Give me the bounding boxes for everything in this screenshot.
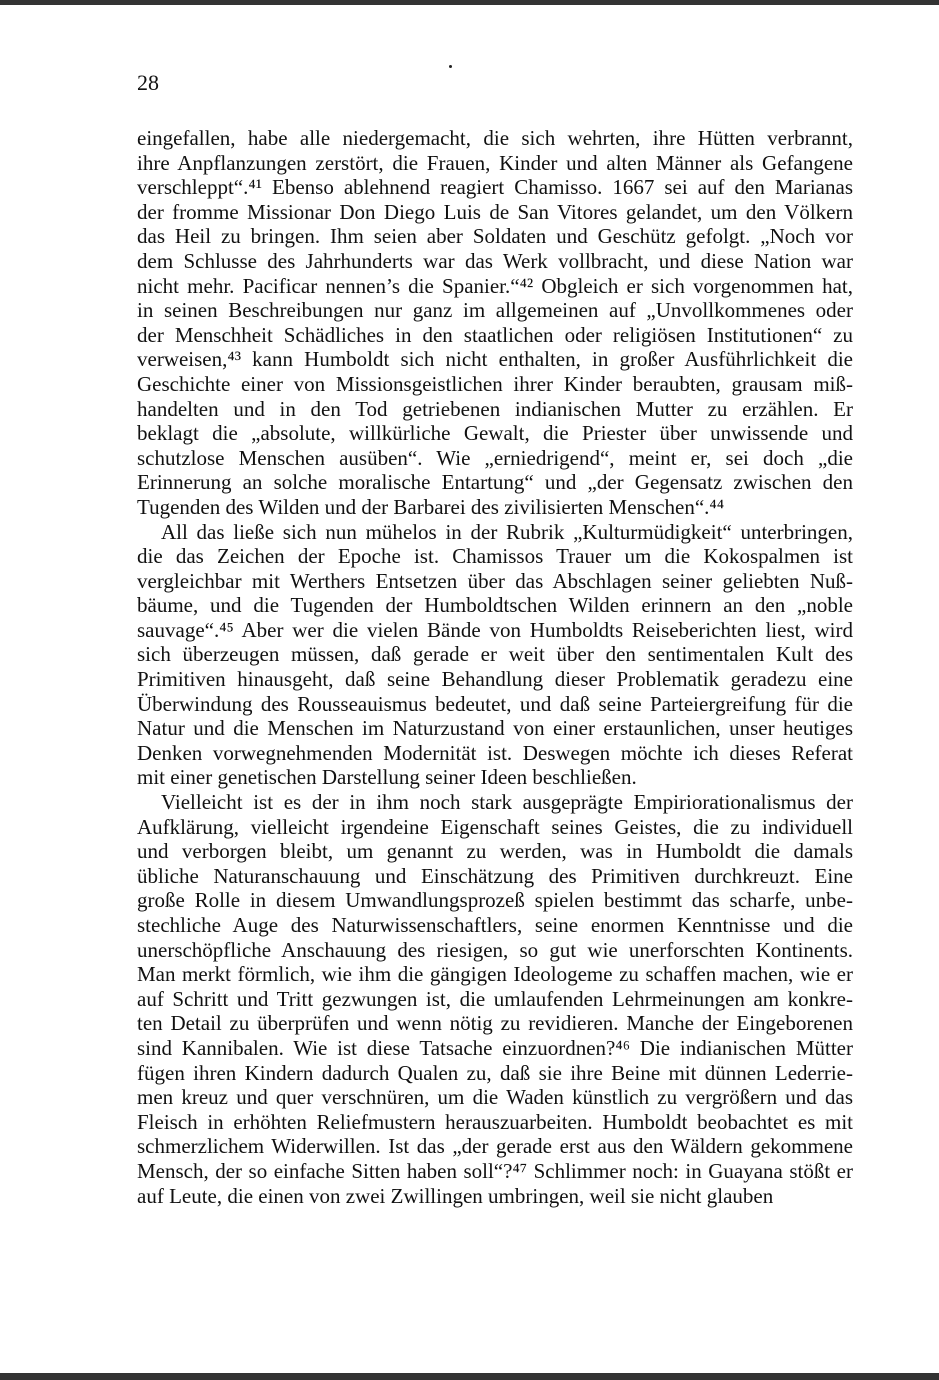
text-line: verweisen,⁴³ kann Humboldt sich nicht enthalten, in großer Ausführlichkeit die — [137, 347, 853, 372]
text-line: Mensch, der so einfache Sitten haben soll“?⁴⁷ Schlimmer noch: in Guayana stößt er — [137, 1158, 853, 1183]
page-number: 28 — [137, 70, 159, 95]
text-line: dem Schlusse des Jahrhunderts war das Werk vollbracht, und diese Nation war — [137, 248, 853, 273]
text-line: men kreuz und quer verschnüren, um die Waden künstlich zu vergrößern und das — [137, 1085, 853, 1110]
text-line: Natur und die Menschen im Naturzustand von einer erstaunlichen, unser heutiges — [137, 716, 853, 741]
text-line: auf Schritt und Tritt gezwungen ist, die umlaufenden Lehrmeinungen am konkre- — [137, 986, 853, 1011]
text-line: mit einer genetischen Darstellung seiner Ideen beschließen. — [137, 765, 637, 790]
scan-top-edge — [0, 0, 939, 5]
text-line: Überwindung des Rousseauismus bedeutet, und daß seine Parteiergreifung für die — [137, 691, 853, 716]
scan-speck — [449, 65, 452, 68]
text-line: sind Kannibalen. Wie ist diese Tatsache einzuordnen?⁴⁶ Die indianischen Mütter — [137, 1035, 853, 1060]
text-line: die das Zeichen der Epoche ist. Chamissos Trauer um die Kokospalmen ist — [137, 544, 853, 569]
text-line: sich überzeugen müssen, daß gerade er weit über den sentimentalen Kult des — [137, 642, 853, 667]
text-line: Primitiven hinausgeht, daß seine Behandlung dieser Problematik geradezu eine — [137, 667, 853, 692]
text-line: vergleichbar mit Werthers Entsetzen über das Abschlagen seiner geliebten Nuß- — [137, 568, 853, 593]
text-line: nicht mehr. Pacificar nennen’s die Spanier.“⁴² Obgleich er sich vorgenommen hat, — [137, 273, 853, 298]
text-line: Vielleicht ist es der in ihm noch stark ausgeprägte Empiriorationalismus der — [161, 790, 853, 815]
text-line: verschleppt“.⁴¹ Ebenso ablehnend reagiert Chamisso. 1667 sei auf den Marianas — [137, 175, 853, 200]
scan-bottom-edge — [0, 1373, 939, 1380]
text-line: stechliche Auge des Naturwissenschaftlers, seine enormen Kenntnisse und die — [137, 913, 853, 937]
text-line: der fromme Missionar Don Diego Luis de San Vitores gelandet, um den Völkern — [137, 199, 853, 224]
text-line: Aufklärung, vielleicht irgendeine Eigenschaft seines Geistes, die zu individuell — [137, 814, 853, 839]
paragraph-1 — [137, 126, 853, 520]
text-line: der Menschheit Schädliches in den staatlichen oder religiösen Institutionen“ zu — [137, 322, 853, 347]
text-line: und verborgen bleibt, um genannt zu werden, was in Humboldt die damals — [137, 839, 853, 864]
text-line: ten Detail zu überprüfen und wenn nötig zu revidieren. Manche der Eingeborenen — [137, 1011, 853, 1036]
text-line: handelten und in den Tod getriebenen indianischen Mutter zu erzählen. Er — [137, 396, 853, 421]
text-line: beklagt die „absolute, willkürliche Gewalt, die Priester über unwissende und — [137, 421, 853, 446]
text-line: Geschichte einer von Missionsgeistlichen ihrer Kinder beraubten, grausam miß- — [137, 371, 853, 396]
text-line: Denken vorwegnehmenden Modernität ist. Deswegen möchte ich dieses Referat — [137, 740, 853, 765]
text-line: übliche Naturanschauung und Einschätzung des Primitiven durchkreuzt. Eine — [137, 863, 853, 888]
text-line: All das ließe sich nun mühelos in der Rubrik „Kulturmüdigkeit“ unterbringen, — [161, 519, 853, 544]
text-line: Fleisch in erhöhten Reliefmustern herauszuarbeiten. Humboldt beobachtet es mit — [137, 1109, 853, 1134]
text-line: Tugenden des Wilden und der Barbarei des zivilisierten Menschen“.⁴⁴ — [137, 494, 725, 519]
text-line: Man merkt förmlich, wie ihm die gängigen Ideologeme zu schaffen machen, wie er — [137, 962, 853, 987]
text-line: in seinen Beschreibungen nur ganz im allgemeinen auf „Unvollkommenes oder — [137, 298, 853, 323]
text-line: bäume, und die Tugenden der Humboldtschen Wilden erinnern an den „noble — [137, 593, 853, 618]
text-line: große Rolle in diesem Umwandlungsprozeß spielen bestimmt das scharfe, unbe- — [137, 888, 853, 913]
text-line: fügen ihren Kindern dadurch Qualen zu, daß sie ihre Beine mit dünnen Lederrie- — [137, 1060, 853, 1085]
text-line: Erinnerung an solche moralische Entartung“ und „der Gegensatz zwischen den — [137, 470, 853, 495]
text-line: sauvage“.⁴⁵ Aber wer die vielen Bände von Humboldts Reiseberichten liest, wird — [137, 617, 853, 642]
body-text — [137, 126, 853, 1208]
text-line: unerschöpfliche Anschauung des riesigen, so gut wie unerforschten Kontinents. — [137, 937, 853, 962]
text-line: eingefallen, habe alle niedergemacht, die sich wehrten, ihre Hütten verbrannt, — [137, 126, 853, 150]
text-line: ihre Anpflanzungen zerstört, die Frauen, Kinder und alten Männer als Gefangene — [137, 150, 853, 175]
text-line: auf Leute, die einen von zwei Zwillingen umbringen, weil sie nicht glauben — [137, 1183, 774, 1208]
paragraph-2 — [137, 520, 853, 791]
paragraph-3 — [137, 790, 853, 1208]
text-line: schutzlose Menschen ausüben“. Wie „erniedrigend“, meint er, sei doch „die — [137, 445, 853, 470]
text-line: schmerzlichem Widerwillen. Ist das „der gerade erst aus den Wäldern gekommene — [137, 1134, 853, 1159]
text-line: das Heil zu bringen. Ihm seien aber Soldaten und Geschütz gefolgt. „Noch vor — [137, 224, 853, 249]
